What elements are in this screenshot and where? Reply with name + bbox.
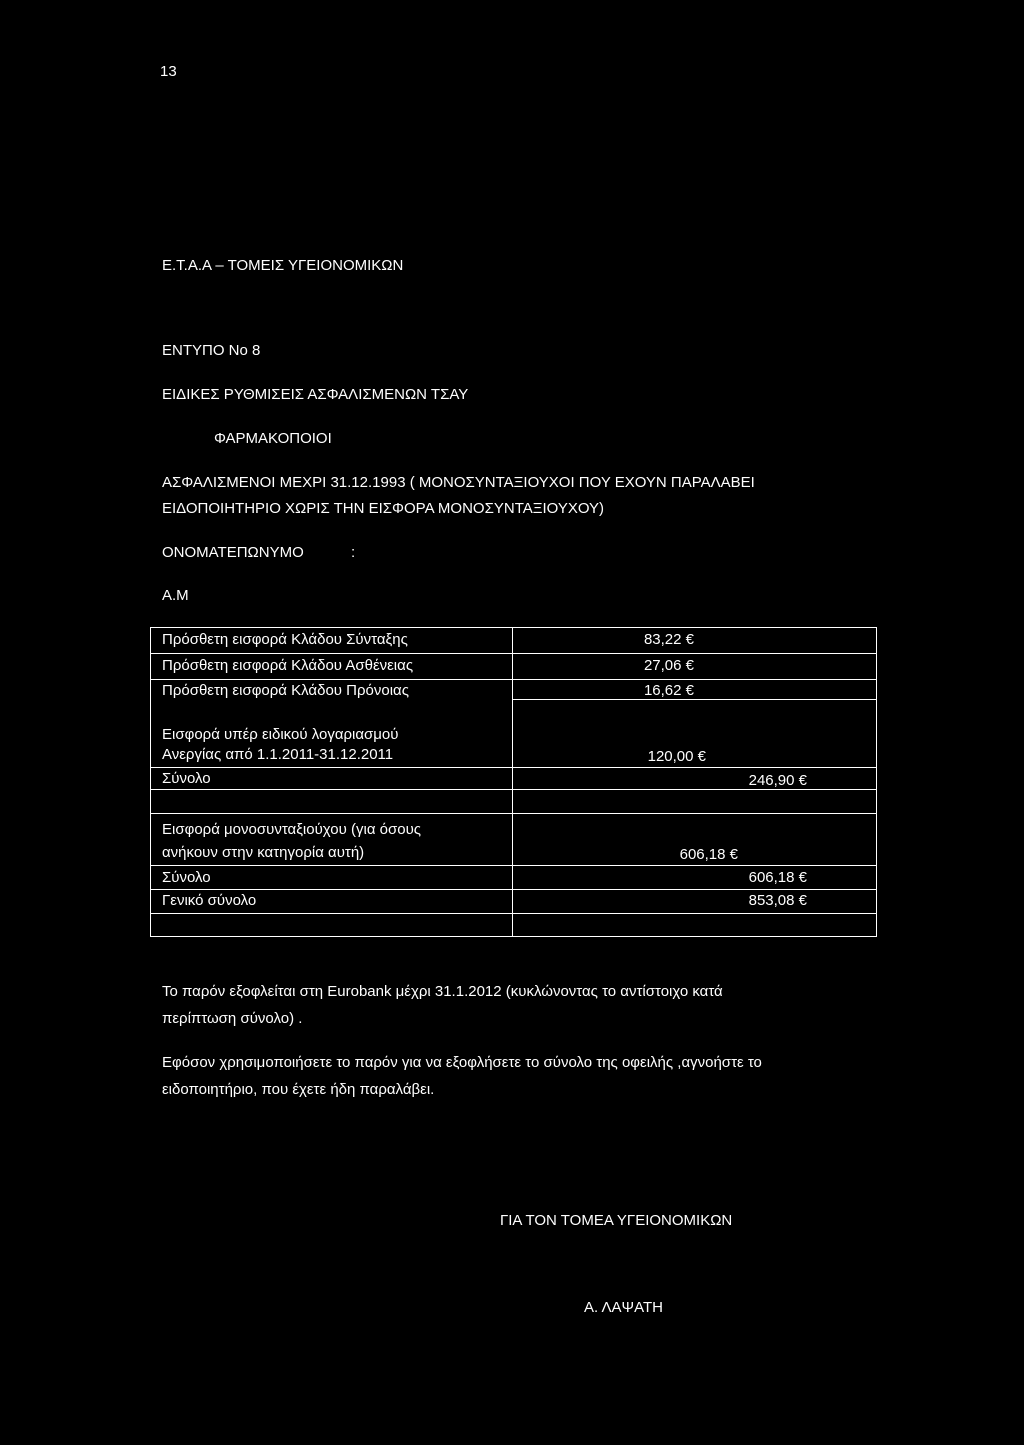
payment-note-line1: Το παρόν εξοφλείται στη Eurobank μέχρι 31.1.2012 (κυκλώνοντας το αντίστοιχο κατά [162,983,723,1000]
page-number: 13 [160,63,177,80]
name-colon: : [351,544,356,561]
row-value-subtotal: 246,90 € [748,772,807,789]
table-border-left [150,627,151,937]
row-label-subtotal: Σύνολο [162,770,211,787]
registry-number-label: Α.Μ [162,587,189,604]
row-value-grand-total: 853,08 € [748,892,807,909]
row-label-pension: Πρόσθετη εισφορά Κλάδου Σύνταξης [162,631,408,648]
signature-name: Α. ΛΑΨΑΤΗ [584,1299,663,1316]
row-value-welfare: 16,62 € [643,682,694,699]
row-label-sickness: Πρόσθετη εισφορά Κλάδου Ασθένειας [162,657,414,674]
insured-description-line2: ΕΙΔΟΠΟΙΗΤΗΡΙΟ ΧΩΡΙΣ ΤΗΝ ΕΙΣΦΟΡΑ ΜΟΝΟΣΥΝΤΑΞΙΟΥΧΟΥ) [162,500,605,517]
signature-department: ΓΙΑ ΤΟΝ ΤΟΜΕΑ ΥΓΕΙΟΝΟΜΙΚΩΝ [500,1212,733,1229]
insured-description-line1: ΑΣΦΑΛΙΣΜΕΝΟΙ ΜΕΧΡΙ 31.12.1993 ( ΜΟΝΟΣΥΝΤΑΞΙΟΥΧΟΙ ΠΟΥ ΕΧΟΥΝ ΠΑΡΑΛΑΒΕΙ [162,474,755,491]
table-rule [512,699,877,700]
row-label-unemployment-line1: Εισφορά υπέρ ειδικού λογαριασμού [162,726,399,743]
table-rule [150,653,877,654]
table-column-divider [512,627,513,937]
form-number: ΕΝΤΥΠΟ Νο 8 [162,342,261,359]
row-label-single-pensioner-line2: ανήκουν στην κατηγορία αυτή) [162,844,365,861]
row-value-unemployment: 120,00 € [647,748,706,765]
name-label: ΟΝΟΜΑΤΕΠΩΝΥΜΟ [162,544,304,561]
table-rule [150,889,877,890]
row-value-subtotal-2: 606,18 € [748,869,807,886]
table-border-top [150,627,877,628]
contributions-table [150,627,877,937]
form-subtitle: ΕΙΔΙΚΕΣ ΡΥΘΜΙΣΕΙΣ ΑΣΦΑΛΙΣΜΕΝΩΝ ΤΣΑΥ [162,386,469,403]
row-label-subtotal-2: Σύνολο [162,869,211,886]
row-label-single-pensioner-line1: Εισφορά μονοσυνταξιούχου (για όσους [162,821,422,838]
row-value-single-pensioner: 606,18 € [679,846,738,863]
table-rule [150,913,877,914]
row-label-grand-total: Γενικό σύνολο [162,892,257,909]
row-value-sickness: 27,06 € [643,657,694,674]
instruction-note-line1: Εφόσον χρησιμοποιήσετε το παρόν για να εξοφλήσετε το σύνολο της οφειλής ,αγνοήστε το [162,1054,762,1071]
category-label: ΦΑΡΜΑΚΟΠΟΙΟΙ [214,430,332,447]
table-rule [150,865,877,866]
payment-note-line2: περίπτωση σύνολο) . [162,1010,303,1027]
table-rule [150,767,877,768]
row-value-pension: 83,22 € [643,631,694,648]
table-border-bottom [150,936,877,937]
organization-title: Ε.Τ.Α.Α – ΤΟΜΕΙΣ ΥΓΕΙΟΝΟΜΙΚΩΝ [162,257,404,274]
row-label-welfare: Πρόσθετη εισφορά Κλάδου Πρόνοιας [162,682,409,699]
table-border-right [876,627,877,937]
table-rule [150,813,877,814]
table-rule [150,679,877,680]
row-label-unemployment-line2: Ανεργίας από 1.1.2011-31.12.2011 [162,746,394,763]
instruction-note-line2: ειδοποιητήριο, που έχετε ήδη παραλάβει. [162,1081,435,1098]
